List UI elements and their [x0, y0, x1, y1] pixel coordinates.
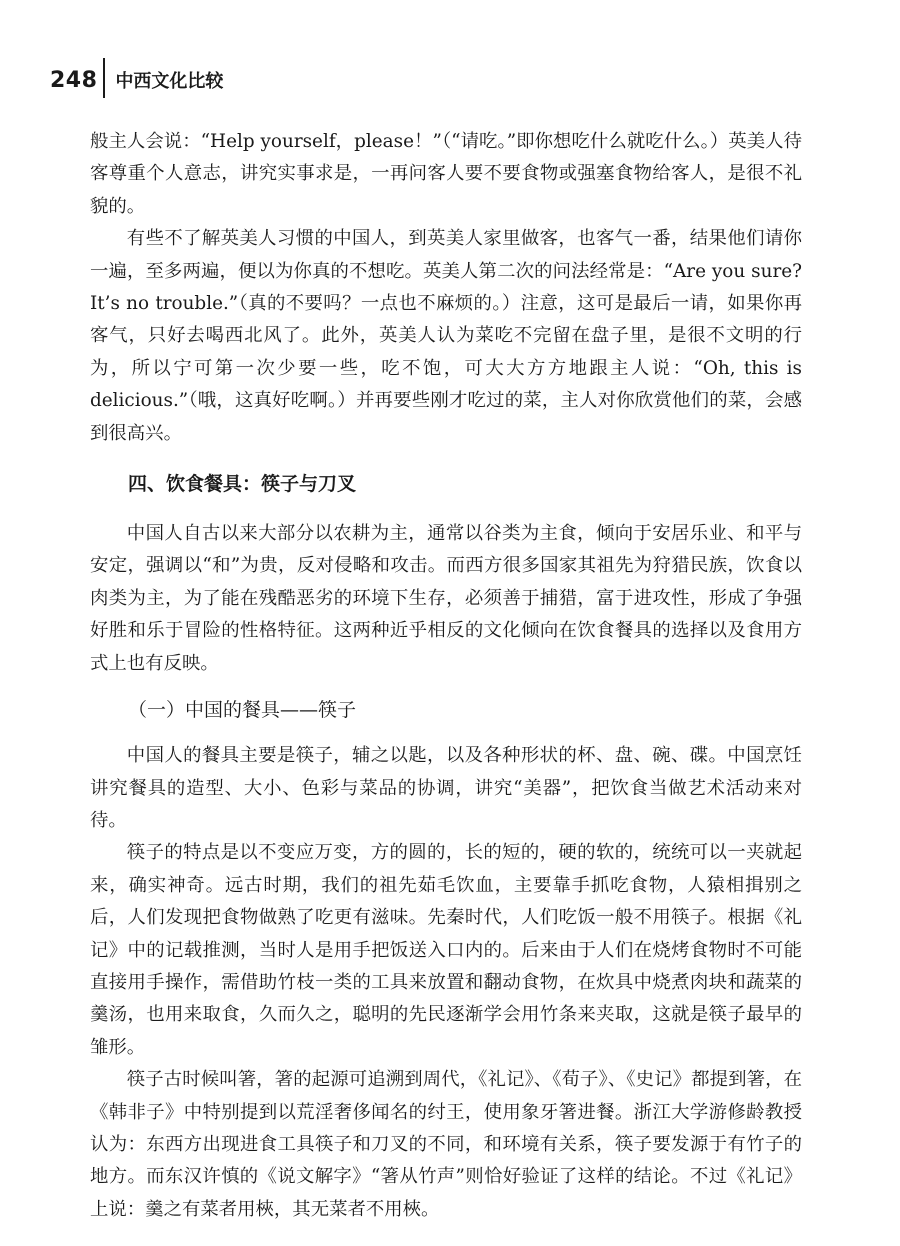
paragraph: 中国人的餐具主要是筷子，辅之以匙，以及各种形状的杯、盘、碗、碟。中国烹饪讲究餐具的造型、大小、色彩与菜品的协调，讲究“美器”，把饮食当做艺术活动来对待。: [90, 745, 802, 831]
running-header: [50, 62, 223, 98]
paragraph: 筷子的特点是以不变应万变，方的圆的，长的短的，硬的软的，统统可以一夹就起来，确实神奇。远古时期，我们的祖先茹毛饮血，主要靠手抓吃食物，人猿相揖别之后，人们发现把食物做熟了吃更有滋味。先秦时代，人们吃饭一般不用筷子。根据《礼记》中的记载推测，当时人是用手把饭送入口内的。后来由于人们在烧烤食物时不可能直接用手操作，需借助竹枝一类的工具来放置和翻动食物，在炊具中烧煮肉块和蔬菜的羹汤，也用来取食，久而久之，聪明的先民逐渐学会用竹条来夹取，这就是筷子最早的雏形。: [90, 842, 802, 1058]
paragraph: 筷子古时候叫箸，箸的起源可追溯到周代，《礼记》、《荀子》、《史记》都提到箸，在《韩非子》中特别提到以荒淫奢侈闻名的纣王，使用象牙箸进餐。浙江大学游修龄教授认为：东西方出现进食工具筷子和刀叉的不同，和环境有关系，筷子要发源于有竹子的地方。而东汉许慎的《说文解字》“箸从竹声”则恰好验证了这样的结论。不过《礼记》上说：羹之有菜者用梜，其无菜者不用梜。: [90, 1069, 802, 1220]
page-body: [90, 126, 802, 1226]
paragraph: 有些不了解英美人习惯的中国人，到英美人家里做客，也客气一番，结果他们请你一遍，至多两遍，便以为你真的不想吃。英美人第二次的问法经常是：“Are you sure? It’s no trouble.”（真的不要吗？一点也不麻烦的。）注意，这可是最后一请，如果你再客气，只好去喝西北风了。此外，英美人认为菜吃不完留在盘子里，是很不文明的行为，所以宁可第一次少要一些，吃不饱，可大大方方地跟主人说：“Oh, this is delicious.”（哦，这真好吃啊。）并再要些刚才吃过的菜，主人对你欣赏他们的菜，会感到很高兴。: [90, 228, 802, 444]
subsection-heading: （一）中国的餐具——筷子: [128, 699, 357, 722]
page-number: 248: [50, 67, 98, 93]
paragraph-continued: 般主人会说：“Help yourself，please！”（“请吃。”即你想吃什么就吃什么。）英美人待客尊重个人意志，讲究实事求是，一再问客人要不要食物或强塞食物给客人，是很不礼貌的。: [90, 131, 802, 217]
section-heading: 四、饮食餐具：筷子与刀叉: [128, 473, 357, 496]
header-divider: [103, 58, 105, 98]
book-title: 中西文化比较: [115, 71, 224, 92]
paragraph: 中国人自古以来大部分以农耕为主，通常以谷类为主食，倾向于安居乐业、和平与安定，强调以“和”为贵，反对侵略和攻击。而西方很多国家其祖先为狩猎民族，饮食以肉类为主，为了能在残酷恶劣的环境下生存，必须善于捕猎，富于进攻性，形成了争强好胜和乐于冒险的性格特征。这两种近乎相反的文化倾向在饮食餐具的选择以及食用方式上也有反映。: [90, 523, 802, 674]
